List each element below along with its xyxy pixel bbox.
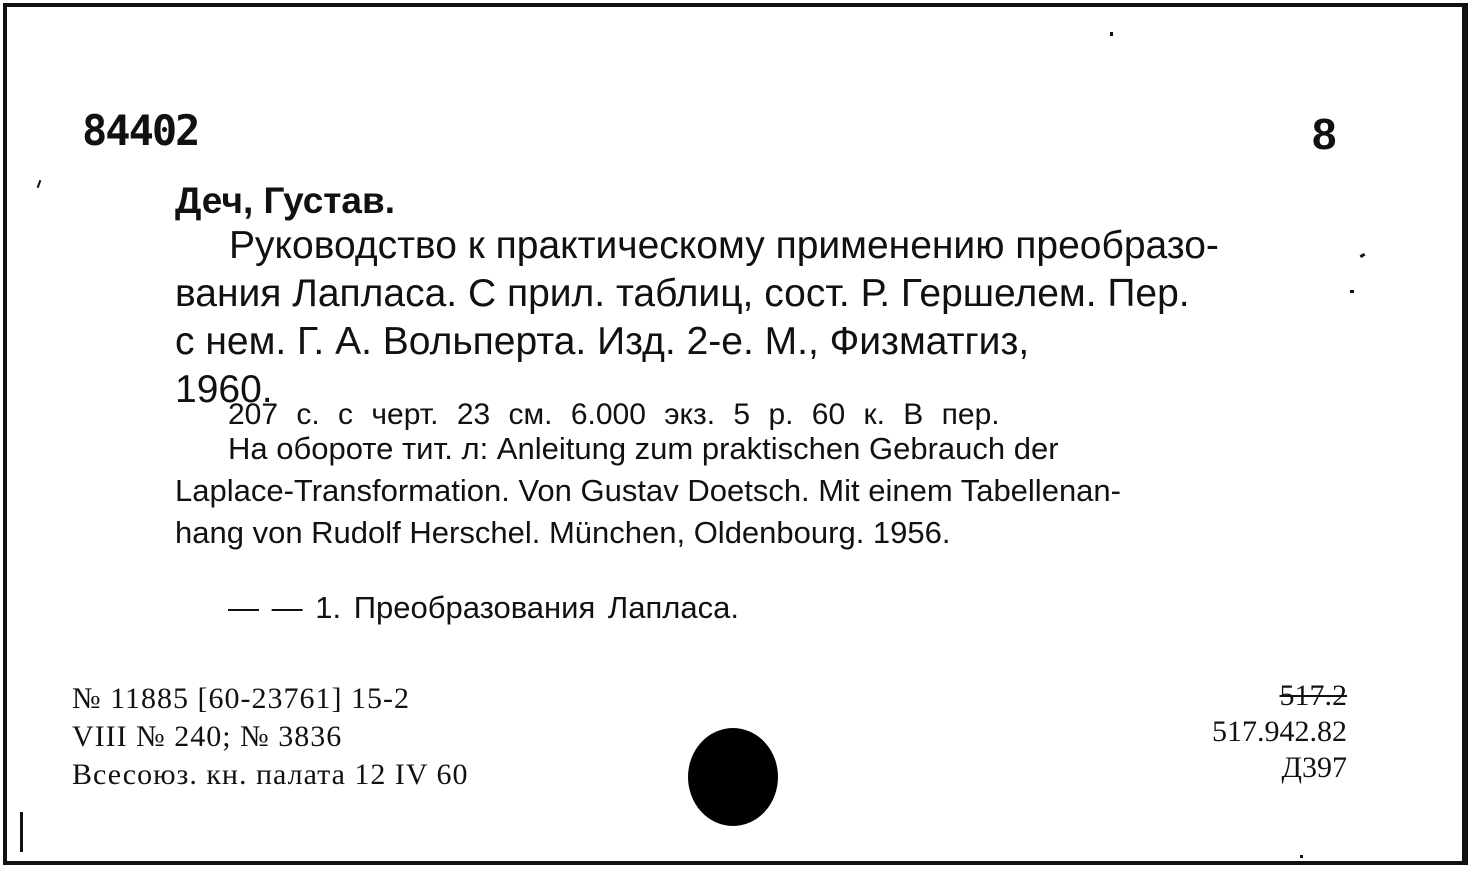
classification-codes: [1212, 678, 1347, 786]
registry-info: [72, 680, 469, 794]
ink-speck: [20, 812, 23, 852]
drawer-number: 8: [1312, 110, 1337, 159]
title-line: 1960.: [175, 368, 273, 411]
title-line: Руководство к практическому применению преобразо-: [229, 224, 1219, 267]
classification-line: Д397: [1281, 751, 1347, 784]
registry-line: № 11885 [60-23761] 15-2: [72, 682, 410, 715]
title-line: вания Лапласа. С прил. таблиц, сост. Р. Гершелем. Пер.: [175, 272, 1190, 315]
subject-heading: — — 1. Преобразования Лапласа.: [228, 590, 739, 625]
note-line: На обороте тит. л: Anleitung zum praktischen Gebrauch der: [228, 431, 1059, 466]
note-line: hang von Rudolf Herschel. München, Oldenbourg. 1956.: [175, 515, 951, 550]
note-line: Laplace-Transformation. Von Gustav Doetsch. Mit einem Tabellenan-: [175, 473, 1121, 508]
registry-line: Всесоюз. кн. палата 12 IV 60: [72, 758, 469, 791]
collation-line: 207 с. с черт. 23 см. 6.000 экз. 5 р. 60 к. В пер.: [228, 398, 1000, 431]
ink-speck: [1300, 855, 1303, 858]
title-line: с нем. Г. А. Вольперта. Изд. 2-е. М., Физматгиз,: [175, 320, 1030, 363]
original-title-note: [175, 428, 1345, 554]
author-heading: Деч, Густав.: [175, 180, 396, 221]
ink-speck: [1350, 290, 1354, 293]
punch-hole: [688, 728, 778, 826]
ink-speck: [1110, 32, 1113, 36]
classification-line: 517.942.82: [1212, 715, 1347, 748]
title-description: [175, 222, 1345, 414]
accession-number: 84402: [82, 106, 199, 155]
registry-line: VIII № 240; № 3836: [72, 720, 343, 753]
struck-classification: 517.2: [1279, 679, 1347, 712]
